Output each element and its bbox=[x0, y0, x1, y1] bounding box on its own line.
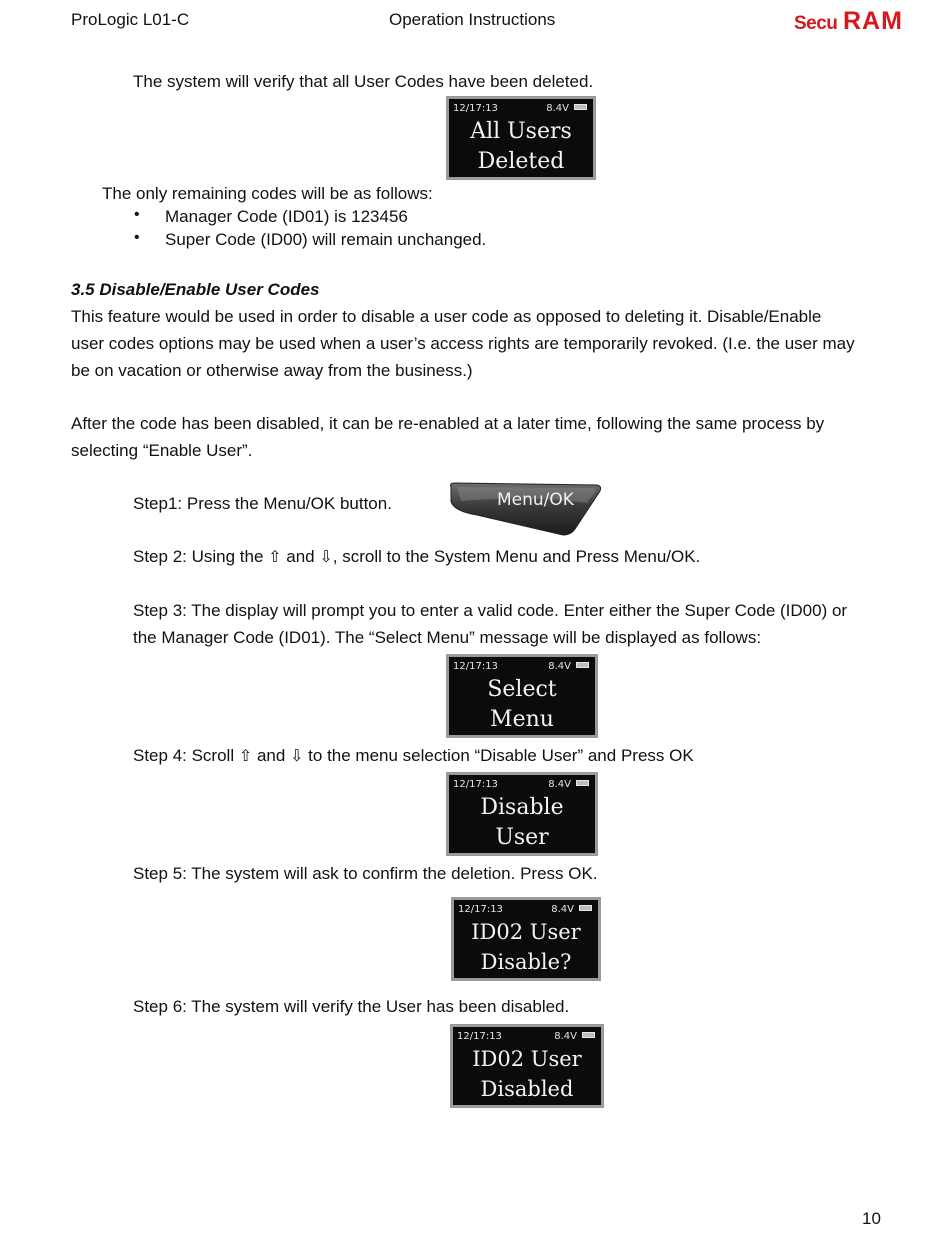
lcd-line-1: Select bbox=[487, 677, 557, 702]
lcd-line-2: Disable? bbox=[480, 950, 572, 974]
lcd-screen-disable-user bbox=[446, 772, 598, 856]
step-2-text-c: , scroll to the System Menu and Press Menu/OK. bbox=[332, 547, 701, 566]
step-2-text-a: Step 2: Using the bbox=[133, 547, 269, 566]
step-2-text-b: and bbox=[281, 547, 320, 566]
lcd-line-1: Disable bbox=[480, 795, 564, 820]
svg-text:Secu: Secu bbox=[794, 13, 838, 33]
step-4-text-c: to the menu selection “Disable User” and Press OK bbox=[303, 746, 694, 765]
bullet-icon: • bbox=[134, 206, 140, 223]
down-arrow-icon: ⇩ bbox=[319, 547, 333, 566]
lcd-time: 12/17:13 bbox=[453, 779, 498, 790]
paragraph-line: be on vacation or otherwise away from the business.) bbox=[71, 361, 473, 380]
lcd-voltage: 8.4V bbox=[548, 661, 571, 672]
lcd-time: 12/17:13 bbox=[457, 1031, 502, 1042]
battery-icon bbox=[576, 780, 589, 786]
paragraph-line: After the code has been disabled, it can be re-enabled at a later time, following the same process by bbox=[71, 414, 825, 433]
lcd-line-1: All Users bbox=[470, 119, 572, 144]
lcd-time: 12/17:13 bbox=[458, 904, 503, 915]
bullet-manager-code: Manager Code (ID01) is 123456 bbox=[165, 207, 408, 226]
lcd-voltage: 8.4V bbox=[554, 1031, 577, 1042]
battery-icon bbox=[582, 1032, 595, 1038]
lcd-voltage: 8.4V bbox=[548, 779, 571, 790]
section-paragraph-1 bbox=[71, 303, 881, 384]
paragraph-line: user codes options may be used when a user’s access rights are temporarily revoked. (I.e. the user may bbox=[71, 334, 855, 353]
lcd-screen-id02-user-disable-confirm bbox=[451, 897, 601, 981]
lcd-voltage: 8.4V bbox=[551, 904, 574, 915]
page-number: 10 bbox=[862, 1209, 881, 1228]
step-4-text-b: and bbox=[252, 746, 291, 765]
battery-icon bbox=[574, 104, 587, 110]
paragraph-line: selecting “Enable User”. bbox=[71, 441, 253, 460]
menu-ok-button-image bbox=[447, 481, 603, 537]
step-4-text-a: Step 4: Scroll bbox=[133, 746, 239, 765]
lcd-line-1: ID02 User bbox=[472, 1047, 582, 1071]
battery-icon bbox=[576, 662, 589, 668]
lcd-line-1: ID02 User bbox=[471, 920, 581, 944]
lcd-screen-id02-user-disabled bbox=[450, 1024, 604, 1108]
menu-ok-label: Menu/OK bbox=[497, 490, 574, 510]
intro-line: The system will verify that all User Codes have been deleted. bbox=[133, 72, 594, 91]
step-4 bbox=[133, 742, 694, 769]
lcd-time: 12/17:13 bbox=[453, 661, 498, 672]
lcd-line-2: Disabled bbox=[480, 1077, 574, 1101]
down-arrow-icon: ⇩ bbox=[290, 746, 304, 765]
lcd-line-2: Deleted bbox=[477, 149, 565, 174]
bullet-super-code: Super Code (ID00) will remain unchanged. bbox=[165, 230, 487, 249]
lcd-line-2: User bbox=[495, 825, 549, 850]
section-heading: 3.5 Disable/Enable User Codes bbox=[71, 280, 320, 299]
step-3-line-1: Step 3: The display will prompt you to enter a valid code. Enter either the Super Code (ID00) or bbox=[133, 601, 848, 620]
paragraph-line: This feature would be used in order to disable a user code as opposed to deleting it. Disable/Enable bbox=[71, 307, 822, 326]
step-2 bbox=[133, 543, 700, 570]
battery-icon bbox=[579, 905, 592, 911]
header-section-title: Operation Instructions bbox=[389, 10, 556, 29]
securam-logo bbox=[793, 7, 913, 33]
section-paragraph-2 bbox=[71, 410, 881, 464]
up-arrow-icon: ⇧ bbox=[268, 547, 282, 566]
step-6: Step 6: The system will verify the User has been disabled. bbox=[133, 997, 570, 1016]
lcd-line-2: Menu bbox=[490, 707, 554, 732]
step-5: Step 5: The system will ask to confirm the deletion. Press OK. bbox=[133, 864, 598, 883]
remaining-codes-intro: The only remaining codes will be as follows: bbox=[102, 184, 433, 203]
up-arrow-icon: ⇧ bbox=[238, 746, 253, 765]
header-doc-title: ProLogic L01-C bbox=[71, 10, 190, 29]
step-3-line-2: the Manager Code (ID01). The “Select Menu” message will be displayed as follows: bbox=[133, 628, 762, 647]
lcd-time: 12/17:13 bbox=[453, 103, 498, 114]
lcd-screen-all-users-deleted bbox=[446, 96, 596, 180]
step-1: Step1: Press the Menu/OK button. bbox=[133, 494, 392, 513]
lcd-voltage: 8.4V bbox=[546, 103, 569, 114]
lcd-screen-select-menu bbox=[446, 654, 598, 738]
bullet-icon: • bbox=[134, 229, 140, 246]
svg-text:RAM: RAM bbox=[843, 7, 903, 33]
